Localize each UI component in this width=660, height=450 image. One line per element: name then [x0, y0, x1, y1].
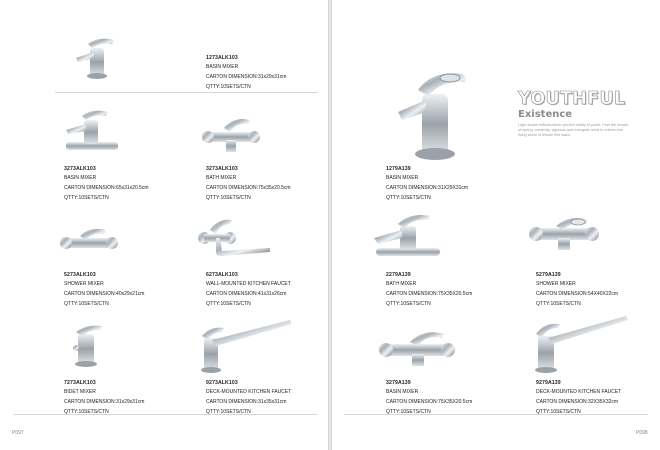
- product-name: BASIN MIXER: [386, 389, 419, 395]
- product-card: [386, 166, 468, 203]
- product-name: BATH MIXER: [206, 175, 237, 181]
- product-dimension: CARTON DIMENSION:54X40X22cm: [536, 290, 619, 297]
- page-number: P097: [12, 430, 24, 436]
- product-name: DECK-MOUNTED KITCHEN FAUCET: [536, 389, 622, 395]
- product-code: 1273ALK103: [206, 55, 238, 61]
- product-name: BASIN MIXER: [64, 175, 97, 181]
- product-quantity: QTTY:10SETS/CTN: [536, 300, 581, 307]
- brand-description: Light dream reflects sheer perfect reality of youth. Feel the breath of spring, creativity, vigorous and energetic mind to enliven the living world of leisure fine taste.: [518, 123, 628, 137]
- product-dimension: CARTON DIMENSION:75x35x20.5cm: [206, 184, 291, 191]
- product-dimension: CARTON DIMENSION:41x31x26cm: [206, 290, 287, 297]
- product-quantity: QTTY:10SETS/CTN: [206, 300, 251, 307]
- product-dimension: CARTON DIMENSION:75X35X20.5cm: [386, 398, 473, 405]
- product-quantity: QTTY:10SETS/CTN: [206, 408, 251, 415]
- product-dimension: CARTON DIMENSION:75X35X20.5cm: [386, 290, 473, 297]
- product-code: 3273ALK103: [206, 166, 238, 172]
- product-quantity: QTTY:10SETS/CTN: [206, 194, 251, 201]
- kitchen-faucet-image: [530, 310, 634, 376]
- product-card: [386, 380, 472, 417]
- product-card: [386, 272, 472, 309]
- basin-mixer-image: [378, 324, 458, 374]
- brand-block: [518, 90, 636, 138]
- shower-mixer-image: [526, 212, 602, 262]
- product-name: DECK-MOUNTED KITCHEN FAUCET: [206, 389, 292, 395]
- product-dimension: CARTON DIMENSION:32X35X32cm: [536, 398, 619, 405]
- product-code: 7273ALK103: [64, 380, 96, 386]
- product-code: 5273ALK103: [64, 272, 96, 278]
- product-card: [536, 380, 621, 417]
- product-code: 9279A139: [536, 380, 561, 386]
- product-name: BIDET MIXER: [64, 389, 96, 395]
- product-quantity: QTTY:10SETS/CTN: [64, 408, 109, 415]
- bath-mixer-image: [372, 208, 446, 264]
- product-quantity: QTTY:10SETS/CTN: [64, 300, 109, 307]
- product-code: 2279A139: [386, 272, 411, 278]
- kitchen-faucet-image: [196, 208, 274, 262]
- brand-subtitle: Existence: [518, 109, 573, 120]
- shower-mixer-image: [58, 222, 120, 264]
- product-dimension: CARTON DIMENSION:31x35x31cm: [206, 398, 287, 405]
- product-name: BATH MIXER: [386, 281, 417, 287]
- product-card: [536, 272, 618, 309]
- product-card: [64, 166, 149, 203]
- product-dimension: CARTON DIMENSION:40x29x21cm: [64, 290, 145, 297]
- product-quantity: QTTY:10SETS/CTN: [386, 408, 431, 415]
- product-code: 6273ALK103: [206, 272, 238, 278]
- bath-mixer-image: [200, 110, 262, 158]
- product-card: [206, 272, 291, 309]
- product-dimension: CARTON DIMENSION:31x29x31cm: [64, 398, 145, 405]
- product-dimension: CARTON DIMENSION:65x31x20.5cm: [64, 184, 149, 191]
- basin-mixer-image: [62, 104, 122, 158]
- product-name: SHOWER MIXER: [536, 281, 576, 287]
- product-quantity: QTTY:10SETS/CTN: [386, 300, 431, 307]
- basin-mixer-image: [392, 60, 472, 164]
- product-card: [206, 166, 291, 203]
- product-code: 5279A139: [536, 272, 561, 278]
- product-card: [206, 55, 286, 92]
- product-card: [206, 380, 291, 417]
- product-name: SHOWER MIXER: [64, 281, 104, 287]
- product-quantity: QTTY:10SETS/CTN: [386, 194, 431, 201]
- catalog-page-left: [0, 0, 328, 450]
- product-code: 9273ALK103: [206, 380, 238, 386]
- product-quantity: QTTY:10SETS/CTN: [64, 194, 109, 201]
- product-code: 3273ALK103: [64, 166, 96, 172]
- product-quantity: QTTY:10SETS/CTN: [536, 408, 581, 415]
- basin-mixer-image: [70, 30, 130, 82]
- page-number: P098: [636, 430, 648, 436]
- product-name: WALL-MOUNTED KITCHEN FAUCET: [206, 281, 291, 287]
- brand-title: YOUTHFUL: [518, 89, 626, 109]
- bidet-mixer-image: [62, 320, 112, 372]
- product-card: [64, 272, 144, 309]
- product-dimension: CARTON DIMENSION:31x29x31cm: [206, 73, 287, 80]
- product-name: BASIN MIXER: [206, 64, 239, 70]
- kitchen-faucet-image: [198, 314, 298, 376]
- product-dimension: CARTON DIMENSION:31X29X31cm: [386, 184, 469, 191]
- product-code: 3279A139: [386, 380, 411, 386]
- product-quantity: QTTY:10SETS/CTN: [206, 83, 251, 90]
- product-name: BASIN MIXER: [386, 175, 419, 181]
- product-card: [64, 380, 144, 417]
- product-code: 1279A139: [386, 166, 411, 172]
